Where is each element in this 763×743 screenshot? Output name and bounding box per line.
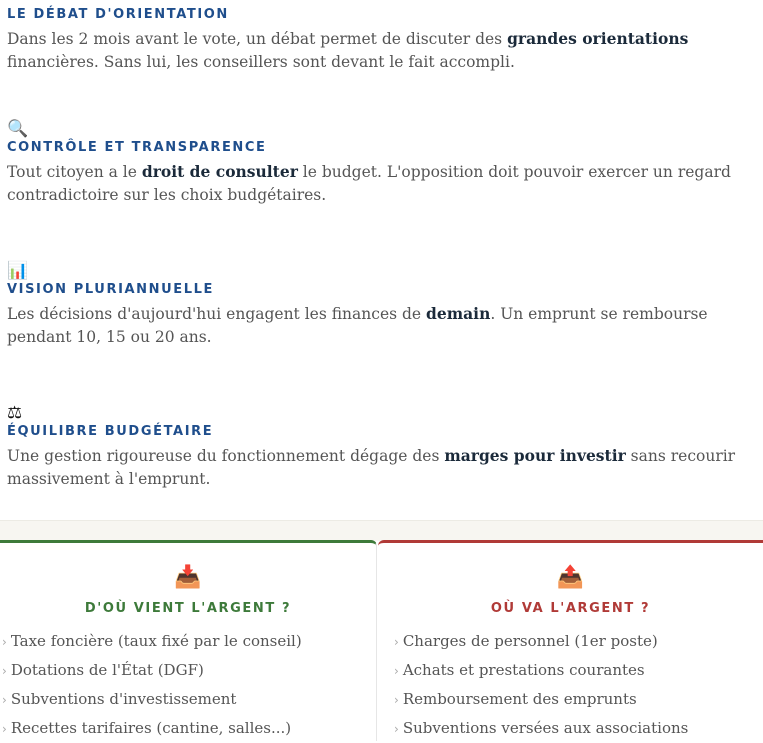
list-item: › Subventions d'investissement xyxy=(2,690,237,708)
chevron-right-icon: › xyxy=(2,722,7,736)
inbox-tray-icon: 📥 xyxy=(174,565,202,590)
chevron-right-icon: › xyxy=(2,635,7,649)
magnifier-icon: 🔍 xyxy=(7,119,29,139)
section-equilibre-budgetaire xyxy=(7,403,757,491)
section-vision-pluriannuelle xyxy=(7,261,757,349)
section-text: Dans les 2 mois avant le vote, un débat permet de discuter des grandes orientations financières. Sans lui, les conseillers sont devant le fait accompli. xyxy=(7,29,689,71)
section-text: Les décisions d'aujourd'hui engagent les finances de demain. Un emprunt se rembourse pendant 10, 15 ou 20 ans. xyxy=(7,304,708,346)
section-divider-band xyxy=(0,520,763,541)
list-item: › Dotations de l'État (DGF) xyxy=(2,661,204,679)
section-text: Tout citoyen a le droit de consulter le budget. L'opposition doit pouvoir exercer un regard contradictoire sur les choix budgétaires. xyxy=(7,162,731,204)
spending-card xyxy=(378,540,763,741)
chevron-right-icon: › xyxy=(394,635,399,649)
chevron-right-icon: › xyxy=(394,664,399,678)
list-item: › Charges de personnel (1er poste) xyxy=(394,632,658,650)
outbox-tray-icon: 📤 xyxy=(556,565,585,590)
section-title: ÉQUILIBRE BUDGÉTAIRE xyxy=(7,424,214,439)
list-item: › Recettes tarifaires (cantine, salles...) xyxy=(2,719,292,737)
section-title: CONTRÔLE ET TRANSPARENCE xyxy=(7,140,267,155)
list-item: › Remboursement des emprunts xyxy=(394,690,637,708)
chevron-right-icon: › xyxy=(394,722,399,736)
chevron-right-icon: › xyxy=(2,664,7,678)
list-item: › Achats et prestations courantes xyxy=(394,661,645,679)
spending-list xyxy=(394,627,688,743)
list-item: › Taxe foncière (taux fixé par le conseil) xyxy=(2,632,302,650)
section-text: Une gestion rigoureuse du fonctionnement dégage des marges pour investir sans recourir massivement à l'emprunt. xyxy=(7,446,736,488)
income-card xyxy=(0,540,377,741)
list-item: › Subventions versées aux associations xyxy=(394,719,689,737)
income-list xyxy=(2,627,302,743)
section-title: LE DÉBAT D'ORIENTATION xyxy=(7,7,229,22)
section-title: VISION PLURIANNUELLE xyxy=(7,282,215,297)
chevron-right-icon: › xyxy=(394,693,399,707)
section-controle-transparence xyxy=(7,119,757,207)
section-debat-orientation xyxy=(7,6,757,74)
spending-title: OÙ VA L'ARGENT ? xyxy=(490,601,651,616)
bar-chart-icon: 📊 xyxy=(7,261,29,281)
scales-icon: ⚖ xyxy=(7,403,23,423)
income-title: D'OÙ VIENT L'ARGENT ? xyxy=(84,601,292,616)
chevron-right-icon: › xyxy=(2,693,7,707)
